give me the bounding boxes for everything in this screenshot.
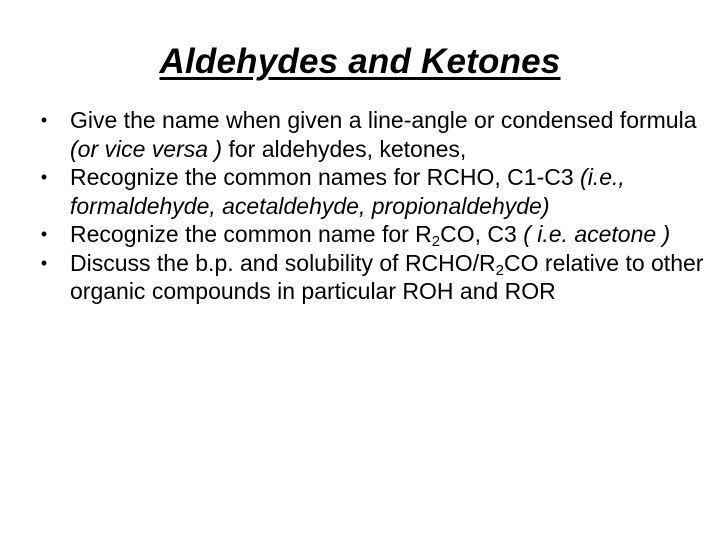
bullet-text: Give the name when given a line-angle or condensed formula bbox=[70, 107, 697, 133]
bullet-italic-text: ( i.e. acetone ) bbox=[523, 221, 671, 247]
bullet-list bbox=[34, 106, 704, 306]
bullet-item-ketone-name bbox=[34, 220, 704, 249]
bullet-italic-text: (i.e., formaldehyde, acetaldehyde, propionaldehyde) bbox=[70, 164, 625, 219]
bullet-item-naming bbox=[34, 106, 704, 163]
bullet-italic-text: (or vice versa ) bbox=[70, 135, 223, 162]
bullet-item-properties bbox=[34, 249, 704, 306]
bullet-text: CO, C3 bbox=[440, 221, 524, 247]
bullet-icon: • bbox=[40, 252, 48, 273]
bullet-text: CO relative to other organic compounds in particular ROH and ROR bbox=[70, 249, 704, 304]
bullet-icon: • bbox=[40, 110, 48, 130]
bullet-item-common-names bbox=[34, 163, 704, 220]
bullet-icon: • bbox=[40, 167, 48, 187]
subscript: 2 bbox=[495, 261, 505, 279]
bullet-text: for aldehydes, ketones, bbox=[222, 135, 467, 162]
bullet-text: Recognize the common names for RCHO, C1-C3 bbox=[70, 164, 581, 190]
bullet-icon: • bbox=[40, 224, 48, 244]
bullet-text: Discuss the b.p. and solubility of RCHO/R bbox=[70, 249, 496, 276]
subscript: 2 bbox=[431, 233, 441, 250]
slide-title: Aldehydes and Ketones bbox=[159, 42, 561, 81]
bullet-text: Recognize the common name for R bbox=[70, 221, 432, 247]
